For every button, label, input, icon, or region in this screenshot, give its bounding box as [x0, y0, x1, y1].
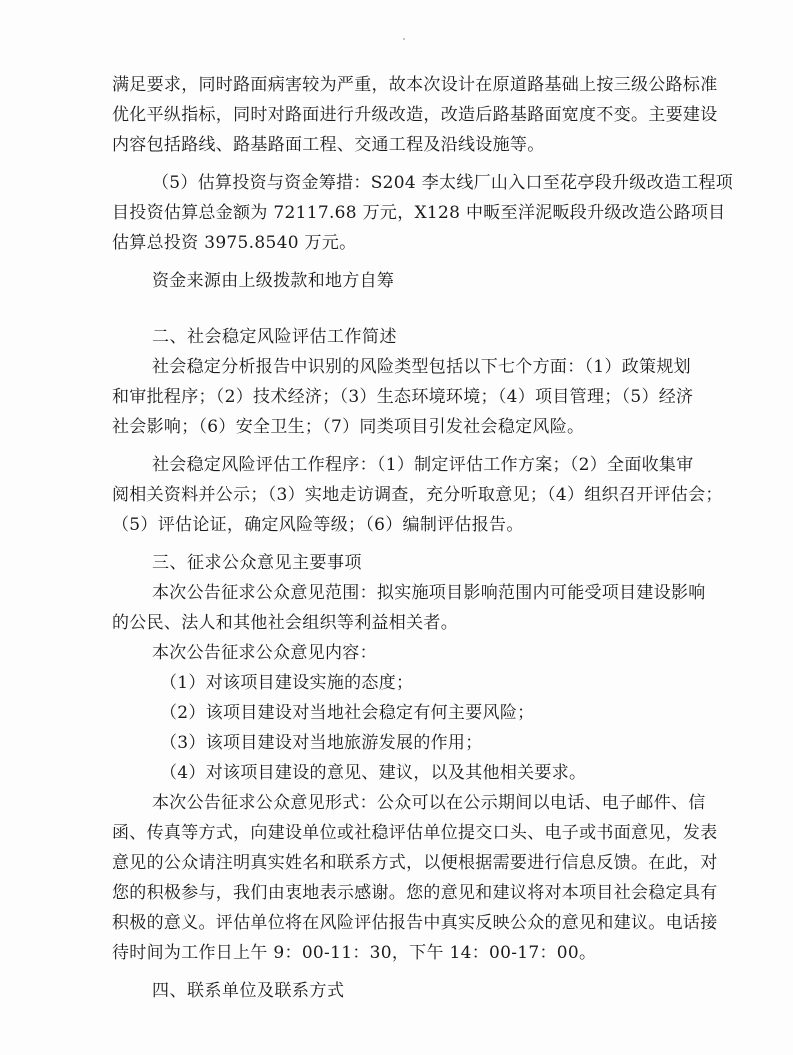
paragraph-assessment-procedure	[112, 450, 723, 540]
paragraph-risk-types	[112, 352, 712, 442]
text-line: 积极的意义。评估单位将在风险评估报告中真实反映公众的意见和建议。电话接	[112, 913, 718, 933]
text-line: 优化平纵指标，同时对路面进行升级改造，改造后路基路面宽度不变。主要建设	[112, 105, 718, 125]
text-line: 本次公告征求公众意见形式：公众可以在公示期间以电话、电子邮件、信	[152, 793, 706, 813]
document-body	[112, 70, 734, 1006]
paragraph-design-summary	[112, 70, 718, 160]
section-heading-4: 四、联系单位及联系方式	[152, 981, 345, 1001]
text-line: 的公民、法人和其他社会组织等利益相关者。	[112, 613, 458, 633]
paragraph-opinion-scope	[112, 578, 712, 638]
text-line: 目投资估算总金额为 72117.68 万元，X128 中畈至洋泥畈段升级改造公路项目	[112, 203, 726, 223]
paragraph-funding-source: 资金来源由上级拨款和地方自筹	[152, 271, 395, 291]
list-item: （4）对该项目建设的意见、建议，以及其他相关要求。	[160, 763, 587, 783]
section-heading-3: 三、征求公众意见主要事项	[152, 553, 362, 573]
list-item: （1）对该项目建设实施的态度；	[160, 673, 414, 693]
paragraph-investment	[112, 168, 734, 258]
text-line: 社会稳定分析报告中识别的风险类型包括以下七个方面：（1）政策规划	[152, 357, 691, 377]
opinion-items-list	[112, 668, 712, 788]
text-line: 和审批程序；（2）技术经济；（3）生态环境环境；（4）项目管理；（5）经济	[112, 387, 694, 407]
paragraph-opinion-form	[112, 788, 718, 968]
scan-speck	[403, 38, 405, 40]
paragraph-opinion-content: 本次公告征求公众意见内容：	[152, 643, 377, 663]
text-line: 满足要求，同时路面病害较为严重，故本次设计在原道路基础上按三级公路标准	[112, 75, 718, 95]
text-line: 阅相关资料并公示；（3）实地走访调查，充分听取意见；（4）组织召开评估会；	[112, 485, 723, 505]
text-line: 社会稳定风险评估工作程序：（1）制定评估工作方案；（2）全面收集审	[152, 455, 694, 475]
text-line: 社会影响；（6）安全卫生；（7）同类项目引发社会稳定风险。	[112, 417, 585, 437]
text-line: 待时间为工作日上午 9：00-11：30，下午 14：00-17：00。	[112, 943, 597, 963]
text-line: 本次公告征求公众意见范围：拟实施项目影响范围内可能受项目建设影响	[152, 583, 706, 603]
list-item: （3）该项目建设对当地旅游发展的作用；	[160, 733, 483, 753]
text-line: （5）估算投资与资金筹措：S204 李太线厂山入口至花亭段升级改造工程项	[152, 173, 734, 193]
text-line: （5）评估论证，确定风险等级；（6）编制评估报告。	[112, 515, 524, 535]
list-item: （2）该项目建设对当地社会稳定有何主要风险；	[160, 703, 535, 723]
text-line: 估算总投资 3975.8540 万元。	[112, 233, 357, 253]
section-heading-2: 二、社会稳定风险评估工作简述	[152, 327, 397, 347]
text-line: 意见的公众请注明真实姓名和联系方式，以便根据需要进行信息反馈。在此，对	[112, 853, 718, 873]
text-line: 内容包括路线、路基路面工程、交通工程及沿线设施等。	[112, 135, 545, 155]
text-line: 函、传真等方式，向建设单位或社稳评估单位提交口头、电子或书面意见，发表	[112, 823, 718, 843]
text-line: 您的积极参与，我们由衷地表示感谢。您的意见和建议将对本项目社会稳定具有	[112, 883, 718, 903]
